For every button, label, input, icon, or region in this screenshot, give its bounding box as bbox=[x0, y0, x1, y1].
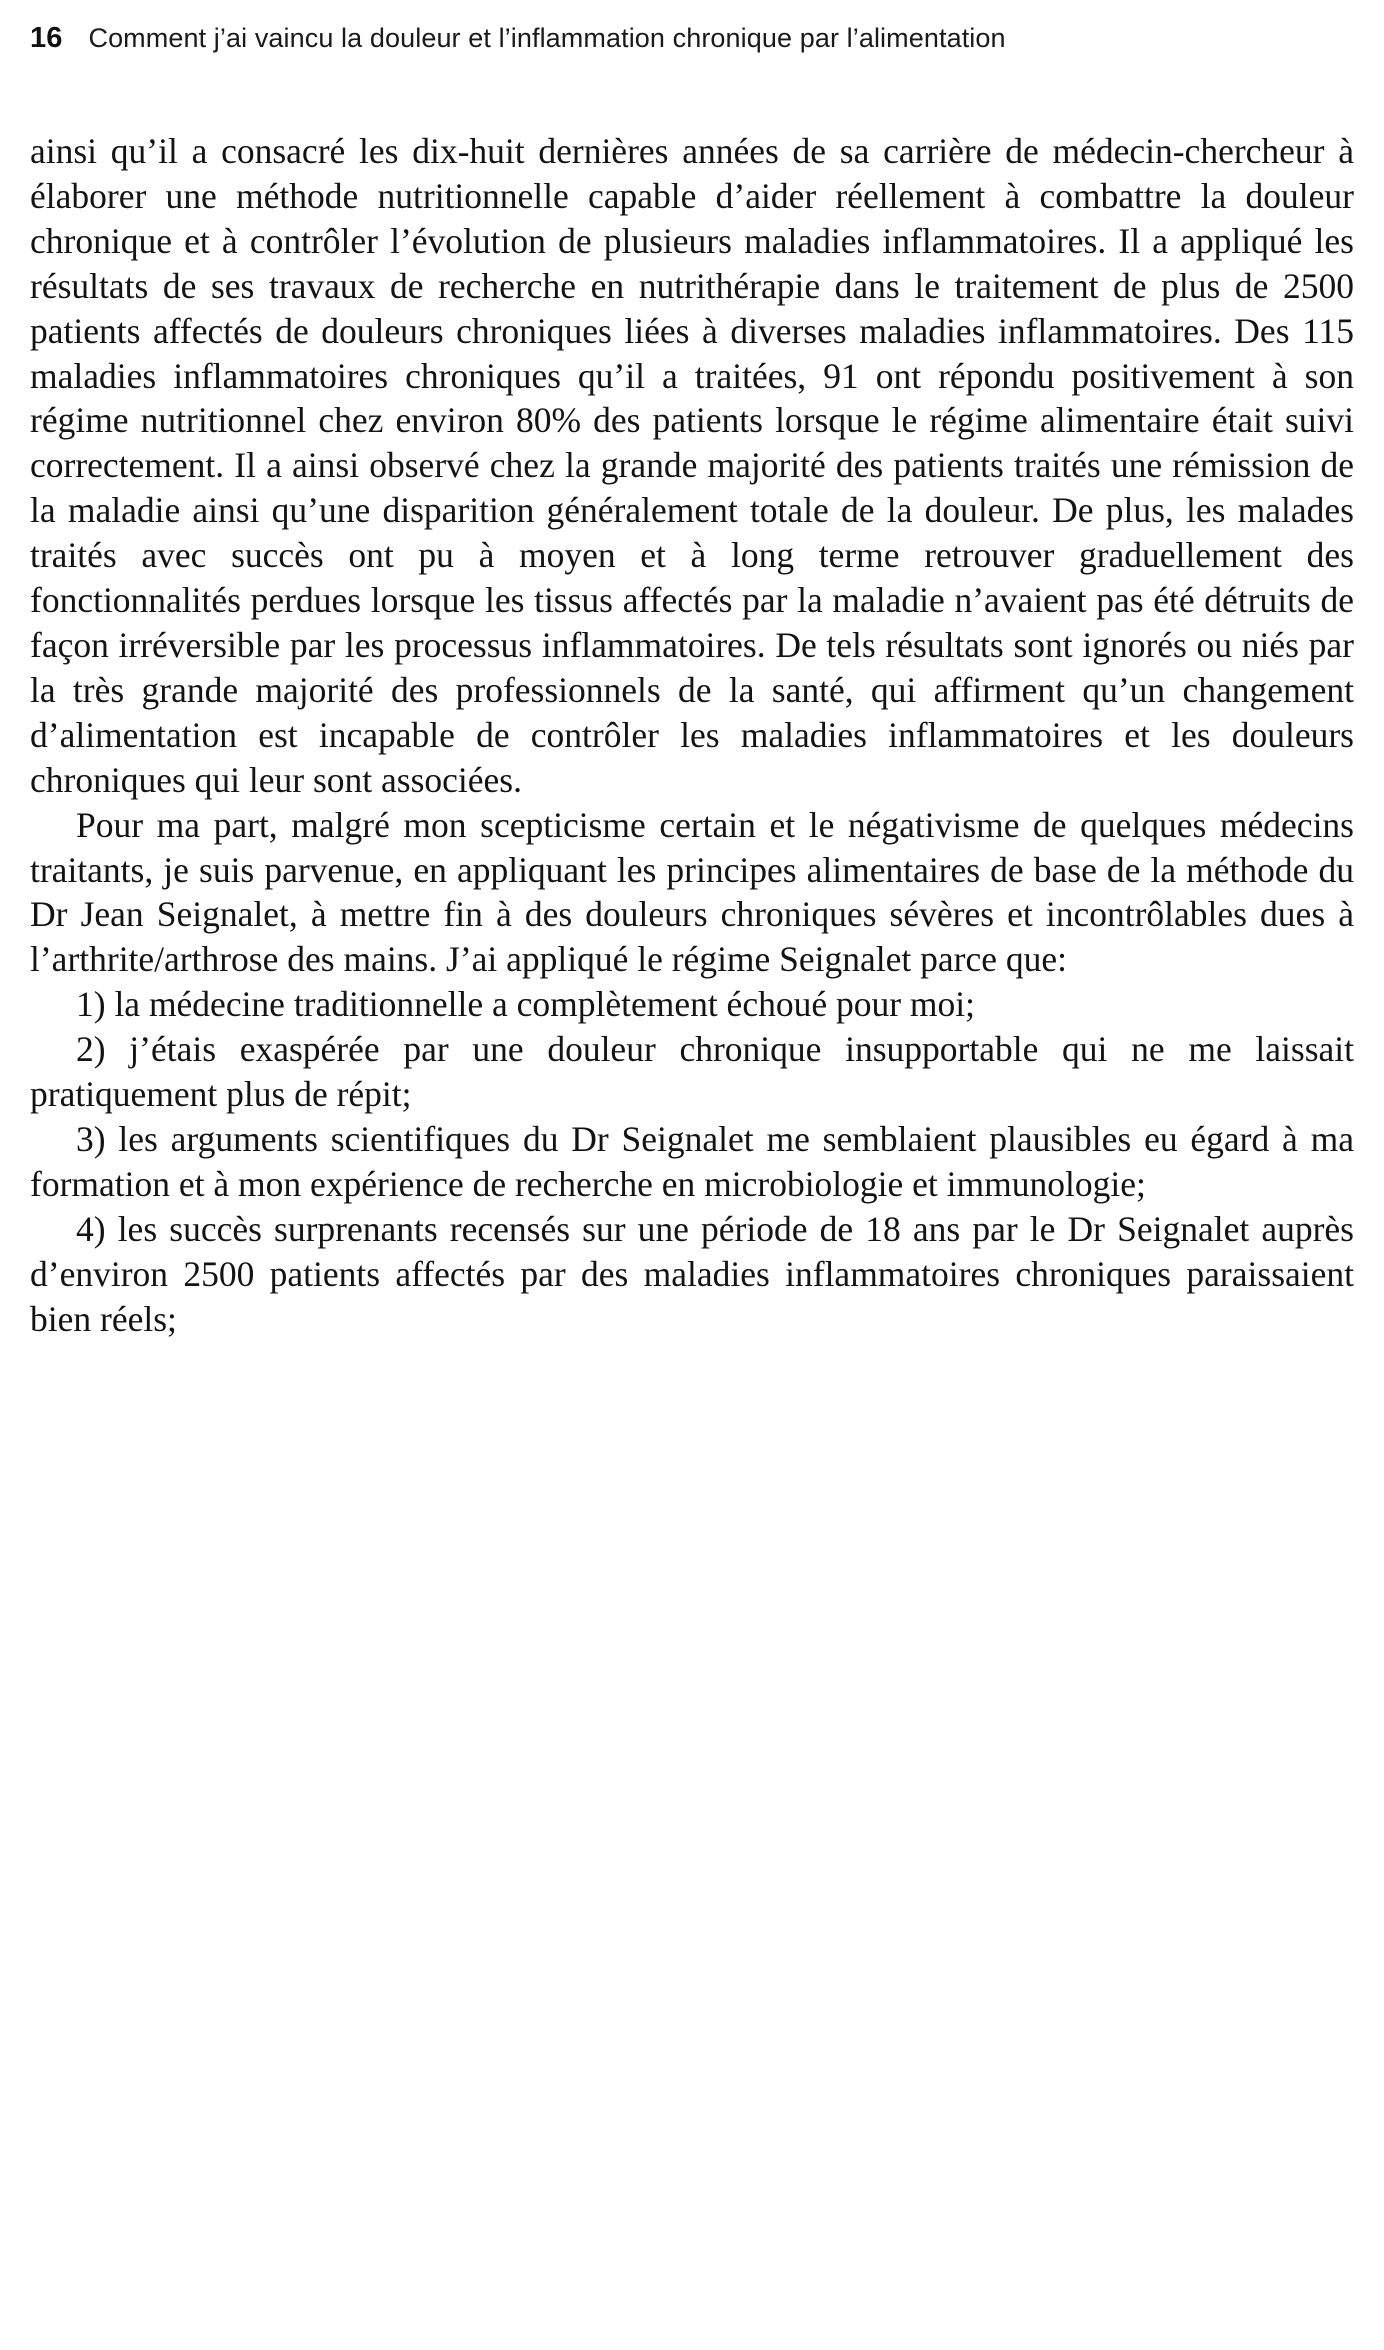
list-item-3: 3) les arguments scientifiques du Dr Seignalet me semblaient plausibles eu égard à ma formation et à mon expérience de recherche en microbiologie et immunologie; bbox=[30, 1118, 1354, 1204]
list-item-2: 2) j’étais exaspérée par une douleur chronique insupportable qui ne me laissait pratiquement plus de répit; bbox=[30, 1029, 1354, 1115]
running-head-title: Comment j’ai vaincu la douleur et l’inflammation chronique par l’alimentation bbox=[88, 23, 1006, 53]
page-body bbox=[0, 129, 1384, 1341]
page-number: 16 bbox=[30, 22, 63, 54]
paragraph-1: ainsi qu’il a consacré les dix-huit dernières années de sa carrière de médecin-chercheur à élaborer une méthode nutritionnelle capable d’aider réellement à combattre la douleur chronique et à contrôler l’évolution de plusieurs maladies inflammatoires. Il a appliqué les résultats de ses travaux de recherche en nutrithérapie dans le traitement de plus de 2500 patients affectés de douleurs chroniques liées à diverses maladies inflammatoires. Des 115 maladies inflammatoires chroniques qu’il a traitées, 91 ont répondu positivement à son régime nutritionnel chez environ 80% des patients lorsque le régime alimentaire était suivi correctement. Il a ainsi observé chez la grande majorité des patients traités une rémission de la maladie ainsi qu’une disparition généralement totale de la douleur. De plus, les malades traités avec succès ont pu à moyen et à long terme retrouver graduellement des fonctionnalités perdues lorsque les tissus affectés par la maladie n’avaient pas été détruits de façon irréversible par les processus inflammatoires. De tels résultats sont ignorés ou niés par la très grande majorité des professionnels de la santé, qui affirment qu’un changement d’alimentation est incapable de contrôler les maladies inflammatoires et les douleurs chroniques qui leur sont associées. bbox=[30, 131, 1354, 800]
list-item-4: 4) les succès surprenants recensés sur une période de 18 ans par le Dr Seignalet auprès d’environ 2500 patients affectés par des maladies inflammatoires chroniques paraissaient bien réels; bbox=[30, 1208, 1354, 1339]
list-item-1: 1) la médecine traditionnelle a complètement échoué pour moi; bbox=[76, 984, 975, 1025]
paragraph-2: Pour ma part, malgré mon scepticisme certain et le négativisme de quelques médecins traitants, je suis parvenue, en appliquant les principes alimentaires de base de la méthode du Dr Jean Seignalet, à mettre fin à des douleurs chroniques sévères et incontrôlables dues à l’arthrite/arthrose des mains. J’ai appliqué le régime Seignalet parce que: bbox=[30, 804, 1354, 980]
running-head bbox=[0, 0, 1384, 55]
